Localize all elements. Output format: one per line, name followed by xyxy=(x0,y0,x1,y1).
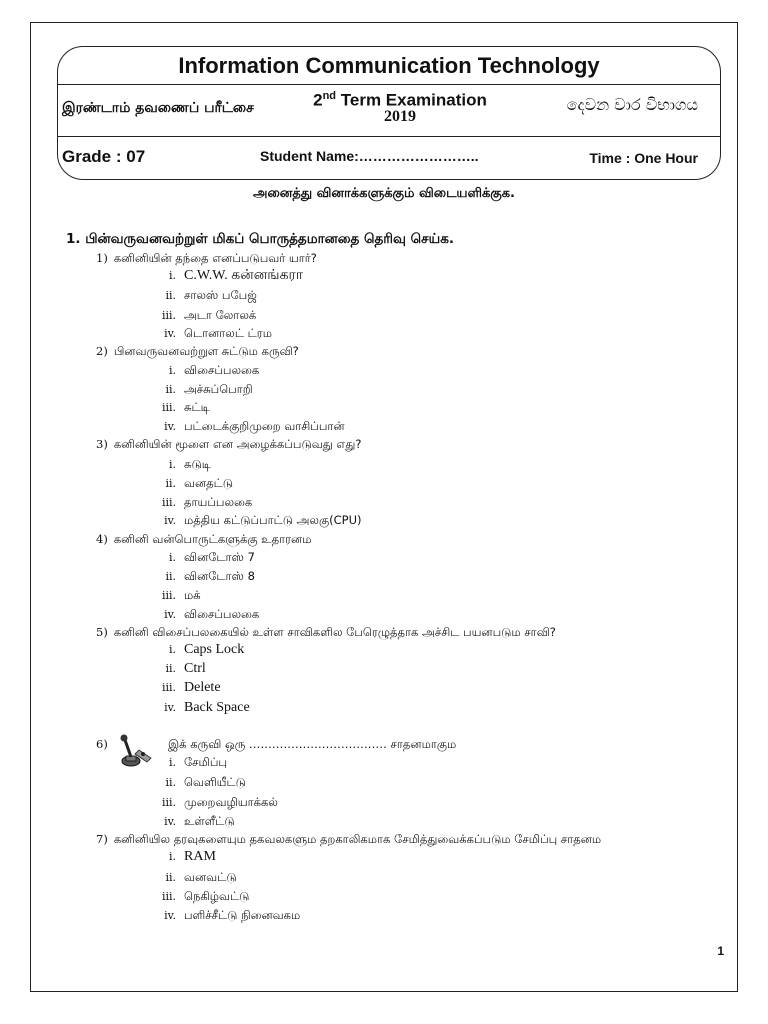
option-text: பட்டைக்குறிமுறை வாசிப்பான் xyxy=(184,419,345,433)
term-ordinal-suffix: nd xyxy=(322,90,337,102)
option-numeral: iv. xyxy=(164,608,176,621)
q6-option-iii xyxy=(150,795,278,811)
option-numeral: iii. xyxy=(161,890,176,903)
option-numeral: iii. xyxy=(161,309,176,322)
q2-option-iii xyxy=(150,400,210,416)
q1-option-i xyxy=(150,268,303,285)
option-text: சேமிப்பு xyxy=(184,755,227,769)
option-numeral: i. xyxy=(168,551,176,564)
option-numeral: ii. xyxy=(165,383,176,396)
option-text: வினடோஸ் 7 xyxy=(184,550,255,564)
q7-option-i xyxy=(150,849,216,865)
q3-option-iii xyxy=(150,495,252,511)
question-number: 1) xyxy=(96,251,108,265)
question-number: 3) xyxy=(96,437,108,451)
q5-option-ii xyxy=(150,661,206,677)
q1-option-iii xyxy=(150,308,256,324)
question-5 xyxy=(96,625,556,641)
option-numeral: ii. xyxy=(165,289,176,302)
option-text: சாலஸ் பபேஜ் xyxy=(184,288,257,302)
header-divider-1 xyxy=(57,84,721,85)
q7-option-iv xyxy=(150,908,300,924)
q7-option-iii xyxy=(150,889,249,905)
option-text: முறைவழியாக்கல் xyxy=(184,795,278,809)
q7-option-ii xyxy=(150,870,237,886)
option-text: தாயப்பலகை xyxy=(184,495,253,509)
term-label-text: Term Examination xyxy=(336,90,487,110)
q6-option-i xyxy=(150,755,227,771)
q6-option-iv xyxy=(150,814,235,830)
question-number: 4) xyxy=(96,532,108,546)
option-text: சுடுடி xyxy=(184,457,211,471)
q4-option-iv xyxy=(150,607,259,623)
q4-option-ii xyxy=(150,569,255,585)
option-text: வனதட்டு xyxy=(184,476,234,490)
option-numeral: ii. xyxy=(165,871,176,884)
option-text: Ctrl xyxy=(184,661,206,676)
option-numeral: i. xyxy=(168,756,176,769)
question-number: 5) xyxy=(96,625,108,639)
option-numeral: iii. xyxy=(161,589,176,602)
question-text: கனினியில தரவுகளையும தகவலகளும தறகாலிகமாக சேமித்துவைக்கப்படும சேமிப்பு சாதனம xyxy=(113,832,602,846)
option-text: வெளியீட்டு xyxy=(184,775,246,789)
term-examination-label xyxy=(290,86,510,111)
option-numeral: i. xyxy=(168,458,176,471)
option-text: Back Space xyxy=(184,700,250,715)
option-text: நெகிழ்வட்டு xyxy=(184,889,250,903)
question-text: கனினி விசைப்பலகையில் உள்ள சாவிகளில பேரெழுத்தாக அச்சிட பயனபடும சாவி? xyxy=(113,625,556,639)
option-numeral: i. xyxy=(168,643,176,656)
q3-option-ii xyxy=(150,476,233,492)
exam-year: 2019 xyxy=(384,108,416,125)
option-text: பளிச்சீட்டு நினைவகம xyxy=(184,908,301,922)
general-instruction: அனைத்து வினாக்களுக்கும் விடையளிக்குக. xyxy=(253,186,515,201)
question-number: 7) xyxy=(96,832,108,846)
option-numeral: iii. xyxy=(161,401,176,414)
q5-option-iii xyxy=(150,680,221,696)
question-number: 6) xyxy=(96,737,108,751)
page-number: 1 xyxy=(717,944,724,958)
q5-option-i xyxy=(150,642,244,658)
option-text: விசைப்பலகை xyxy=(184,363,260,377)
question-text: பினவருவனவற்றுள சுட்டும கருவி? xyxy=(113,344,299,358)
option-numeral: iv. xyxy=(164,327,176,340)
question-text: கனினியின் தந்தை எனப்படுபவர் யார்? xyxy=(113,251,317,265)
term-ordinal: 2 xyxy=(313,90,323,110)
sinhala-term-label: දෙවන වාර විභාගය xyxy=(566,95,698,114)
option-text: அச்சுப்பொறி xyxy=(184,382,253,396)
option-numeral: ii. xyxy=(165,776,176,789)
question-1 xyxy=(96,251,317,267)
q1-option-iv xyxy=(150,326,272,342)
option-numeral: iv. xyxy=(164,514,176,527)
option-text: வனவட்டு xyxy=(184,870,237,884)
option-text: விசைப்பலகை xyxy=(184,607,260,621)
exam-subject-title: Information Communication Technology xyxy=(178,53,600,78)
option-numeral: iv. xyxy=(164,420,176,433)
option-numeral: i. xyxy=(168,850,176,863)
option-text: டொனாலட் ட்ரம xyxy=(184,326,272,340)
option-numeral: ii. xyxy=(165,477,176,490)
question-text: கனினி வன்பொருட்களுக்கு உதாரனம xyxy=(113,532,312,546)
question-text: கனினியின் மூளை என அழைக்கப்படுவது எது? xyxy=(113,437,362,451)
question-number: 2) xyxy=(96,344,108,358)
q4-option-i xyxy=(150,550,255,566)
option-numeral: iii. xyxy=(161,496,176,509)
question-3 xyxy=(96,437,361,453)
option-text: Caps Lock xyxy=(184,642,245,657)
option-text: வினடோஸ் 8 xyxy=(184,569,255,583)
option-text: அடா லோலக் xyxy=(184,308,257,322)
question-2 xyxy=(96,344,299,360)
q6-option-ii xyxy=(150,775,246,791)
time-label: Time : One Hour xyxy=(589,150,698,166)
q4-option-iii xyxy=(150,588,201,604)
q2-option-i xyxy=(150,363,259,379)
option-text: C.W.W. கன்னங்கரா xyxy=(184,268,304,283)
question-6-number xyxy=(96,737,114,751)
question-7 xyxy=(96,832,601,848)
q1-option-ii xyxy=(150,288,257,304)
option-text: Delete xyxy=(184,680,221,695)
option-numeral: iii. xyxy=(161,796,176,809)
question-4 xyxy=(96,532,311,548)
option-text: உள்ளீட்டு xyxy=(184,814,235,828)
header-divider-2 xyxy=(57,136,721,137)
option-numeral: ii. xyxy=(165,570,176,583)
option-numeral: iv. xyxy=(164,815,176,828)
option-numeral: iv. xyxy=(164,909,176,922)
grade-label: Grade : 07 xyxy=(62,147,146,166)
option-numeral: i. xyxy=(168,269,176,282)
tamil-term-label: இரண்டாம் தவணைப் பரீட்சை xyxy=(62,100,254,116)
option-text: மக் xyxy=(184,588,201,602)
option-text: மத்திய கட்டுப்பாட்டு அலகு(CPU) xyxy=(184,513,362,527)
option-text: சுட்டி xyxy=(184,400,210,414)
q3-option-i xyxy=(150,457,211,473)
q5-option-iv xyxy=(150,700,250,716)
option-text: RAM xyxy=(184,849,216,864)
q2-option-ii xyxy=(150,382,253,398)
q3-option-iv xyxy=(150,513,362,529)
section-1-title: 1. பின்வருவனவற்றுள் மிகப் பொருத்தமானதை தெரிவு செய்க. xyxy=(66,231,454,247)
option-numeral: iv. xyxy=(164,701,176,714)
student-name-field: Student Name:…………………….. xyxy=(260,148,479,164)
option-numeral: i. xyxy=(168,364,176,377)
option-numeral: iii. xyxy=(161,681,176,694)
option-numeral: ii. xyxy=(165,662,176,675)
q2-option-iv xyxy=(150,419,345,435)
question-6-text: இக் கருவி ஒரு ……………………………… சாதனமாகும xyxy=(168,737,457,751)
